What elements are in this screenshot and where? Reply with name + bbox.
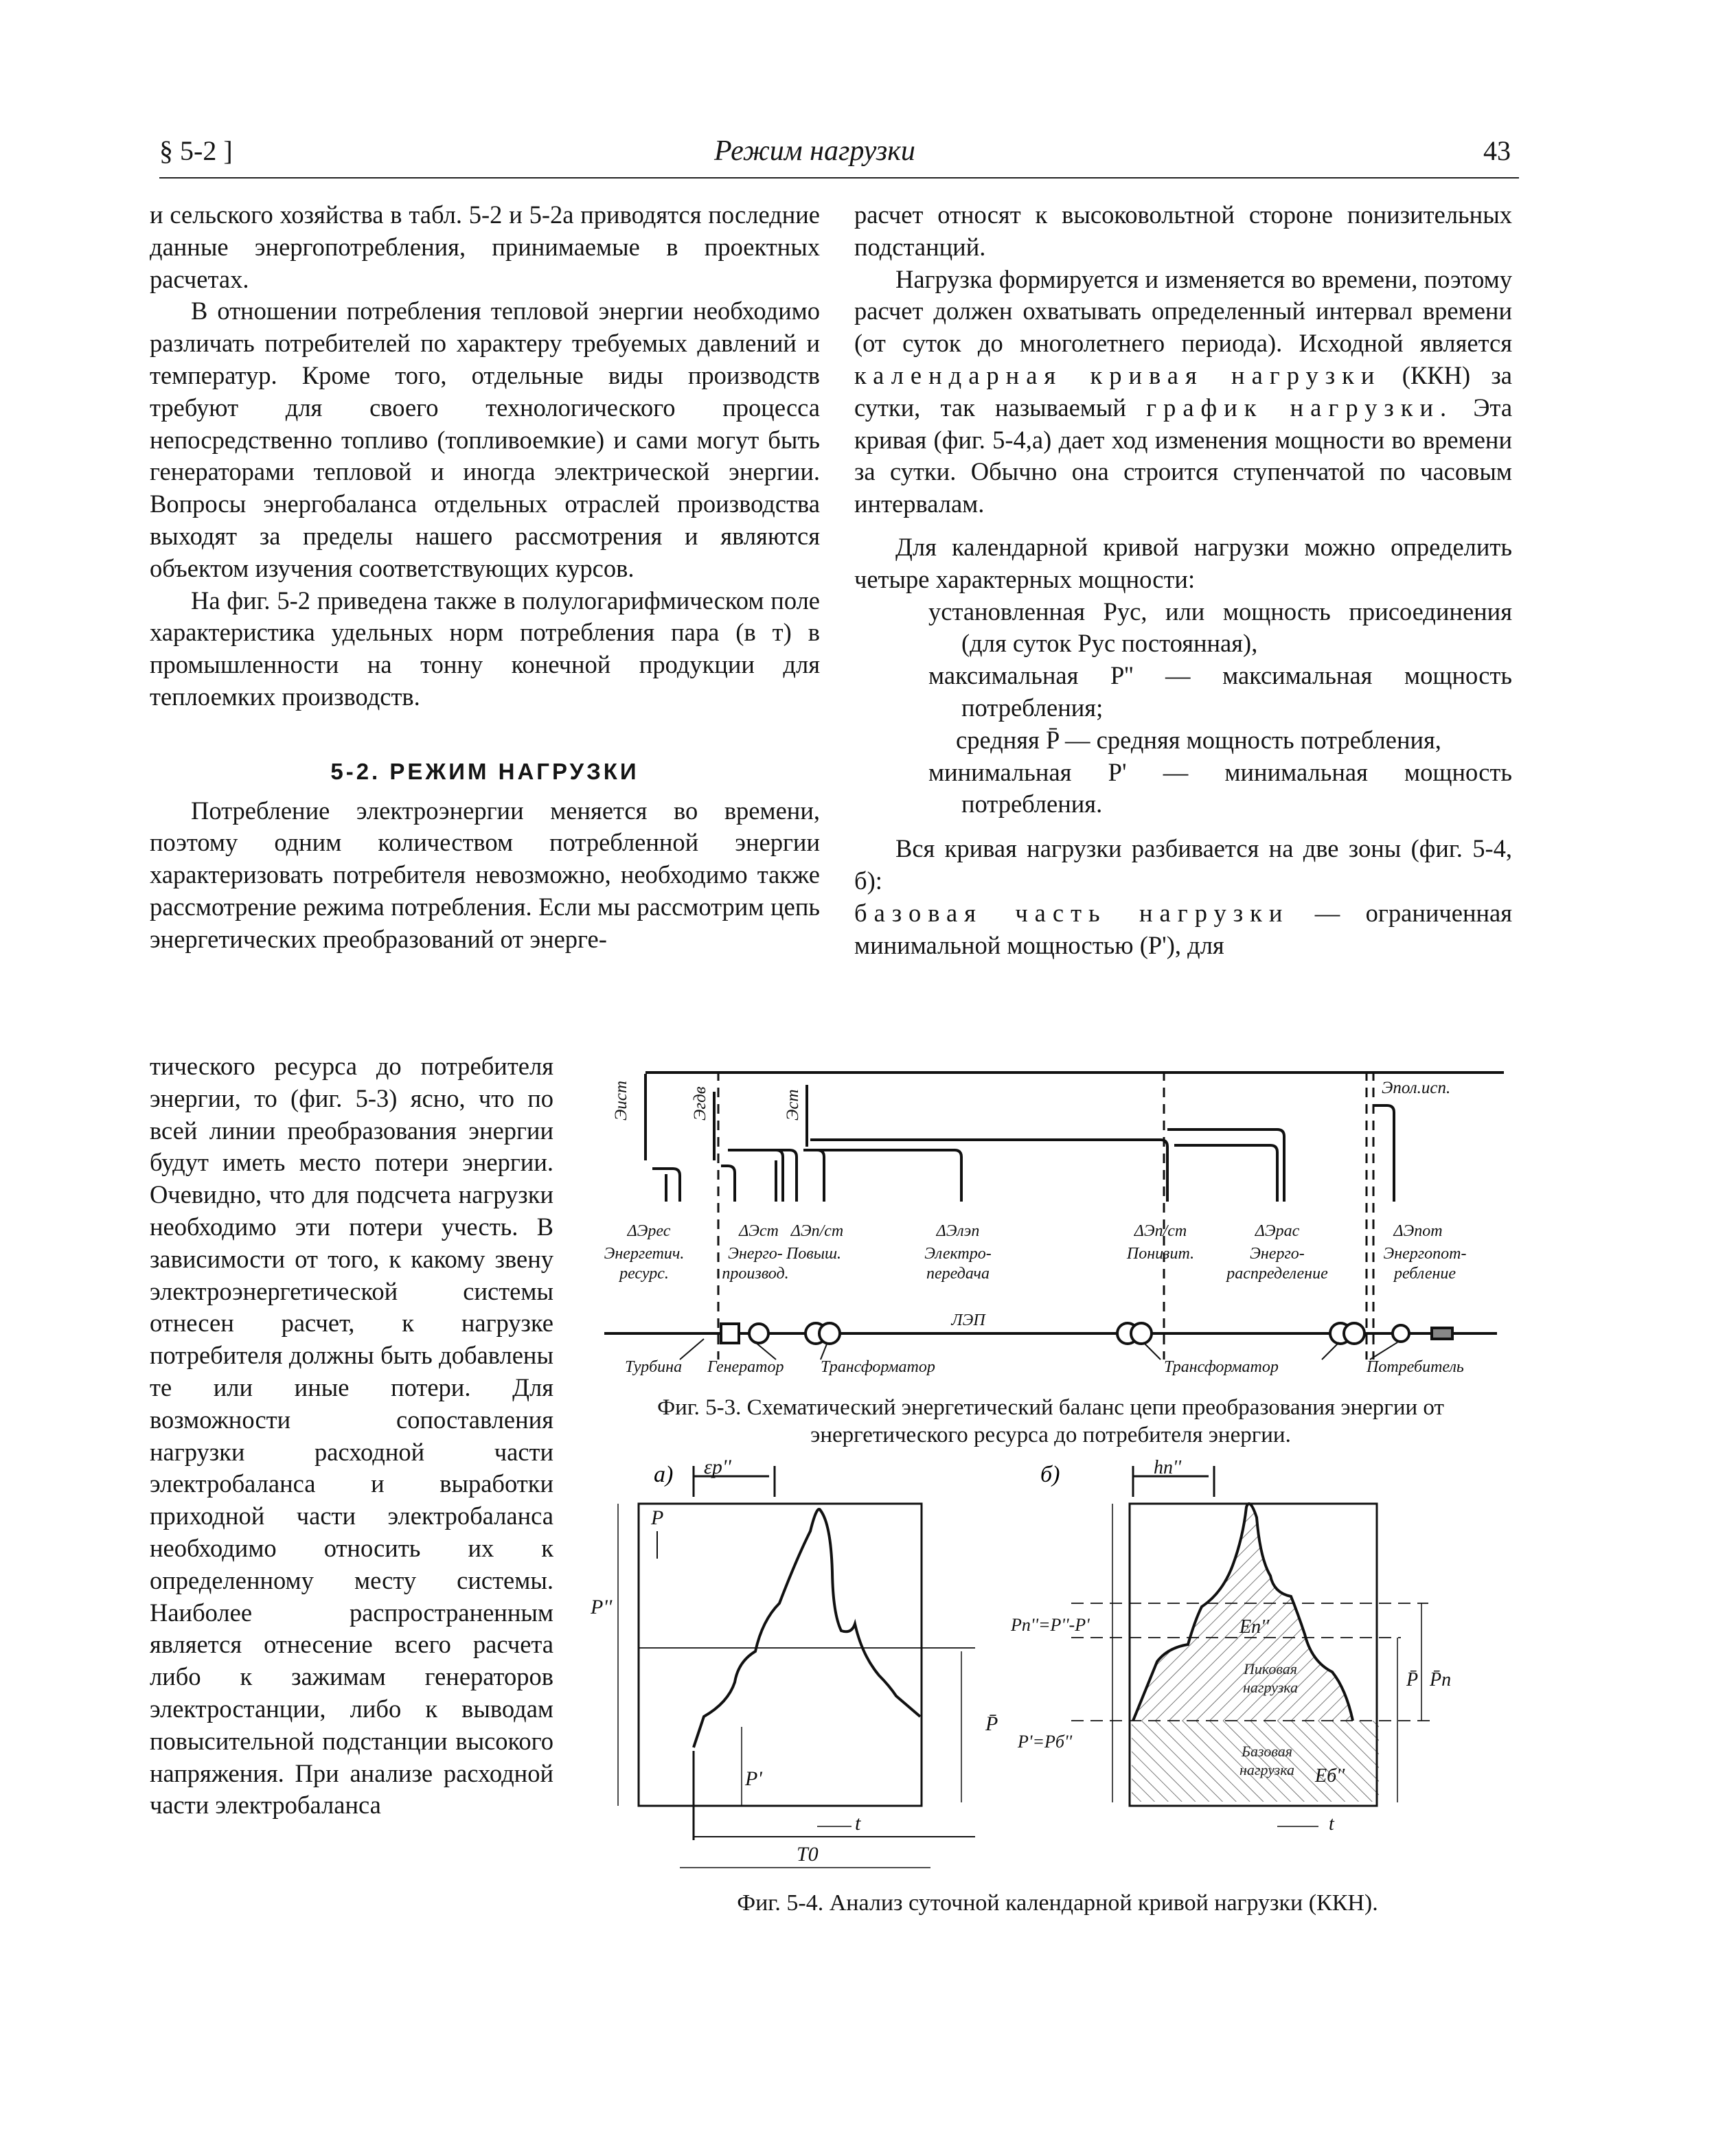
fig3-loss-symbol: ΔЭлэп <box>936 1222 980 1240</box>
fig3-loss-symbol: ΔЭрес <box>627 1222 671 1240</box>
fig4a-eps: εp'' <box>704 1456 731 1478</box>
fig3-top-label: Эпол.исп. <box>1382 1079 1451 1097</box>
fig4b-h: hп'' <box>1154 1457 1181 1478</box>
power-list <box>854 596 1512 821</box>
text: (ККН) за сутки, так называемый <box>854 360 1513 422</box>
paragraph: расчет относят к высоковольтной стороне понизительных подстанций. <box>854 200 1512 261</box>
fig3-bottom-label: Трансформатор <box>821 1358 935 1376</box>
left-narrow-column <box>150 1051 553 1822</box>
paragraph: Для календарной кривой нагрузки можно определить четыре характерных мощности: <box>854 532 1512 593</box>
emphasis: график нагрузки. <box>1146 393 1454 422</box>
fig4a-P: P <box>651 1506 664 1529</box>
fig4-panel-b <box>1010 1457 1451 1835</box>
running-title: Режим нагрузки <box>714 135 915 167</box>
fig4b-Pavg: P̄ <box>1406 1669 1419 1690</box>
paragraph <box>854 264 1512 520</box>
fig3-loss-label: передача <box>926 1265 990 1283</box>
fig4b-base-label: Базовая <box>1242 1743 1292 1760</box>
fig4b-peak-label: нагрузка <box>1242 1679 1299 1696</box>
fig4a-tag: а) <box>654 1462 674 1487</box>
text: — ограниченная минимальной мощностью (P'), для <box>854 898 1512 959</box>
fig3-top-label: Эгдв <box>691 1086 709 1121</box>
fig3-loss-label: Энерго- <box>728 1245 783 1263</box>
fig3-caption: Фиг. 5-3. Схематический энергетический баланс цепи преобразования энергии от энергетического ресурса до потребителя энергии. <box>657 1395 1444 1447</box>
paragraph: В отношении потребления тепловой энергии необходимо различать потребителей по характеру требуемых давлений и температур. Кроме того, отдельные виды производств требуют для своего технологического процесса непосредственно топливо (топливоемкие) и сами могут быть генераторами тепловой и иногда электрической энергии. Вопросы энергобаланса отдельных отраслей производства выходят за пределы нашего рассмотрения и являются объектом изучения соответствующих курсов. <box>150 297 820 582</box>
section-heading: 5-2. РЕЖИМ НАГРУЗКИ <box>330 758 639 784</box>
list-item: установленная Pус, или мощность присоединения (для суток Pус постоянная), <box>928 597 1512 658</box>
fig3-loss-label: Энергопот- <box>1383 1245 1467 1263</box>
fig4a-t: t <box>855 1812 861 1835</box>
fig3-loss-label: ребление <box>1393 1265 1456 1283</box>
fig3-loss-label: распределение <box>1226 1265 1328 1283</box>
paragraph <box>854 897 1512 962</box>
paragraph: Потребление электроэнергии меняется во времени, поэтому одним количеством потребленной энергии характеризовать потребителя невозможно, необходимо также рассмотрение режима потребления. Если мы рассмотрим цепь энергетических преобразований от энерге- <box>150 796 820 953</box>
fig3-top-label: Эст <box>784 1089 802 1121</box>
fig3-loss-label: Энергетич. <box>604 1245 685 1263</box>
fig3-loss-label: Электро- <box>924 1245 992 1263</box>
text: Эта кривая (фиг. 5-4,а) дает ход изменения мощности во времени за сутки. Обычно она строится ступенчатой по часовым интервалам. <box>854 393 1513 518</box>
left-column <box>150 199 820 956</box>
fig3-loss-label: ресурс. <box>619 1265 669 1283</box>
emphasis: базовая часть нагрузки <box>854 898 1290 927</box>
fig3-loss-label: Энерго- <box>1250 1245 1305 1263</box>
fig3-bottom-label: Генератор <box>707 1358 784 1376</box>
paragraph: и сельского хозяйства в табл. 5-2 и 5-2а приводятся последние данные энергопотребления, принимаемые в проектных расчетах. <box>150 200 820 293</box>
fig3-top-label: Эист <box>612 1080 630 1121</box>
list-item: средняя P̄ — средняя мощность потребления, <box>956 725 1441 754</box>
fig3-loss-symbol: ΔЭп/ст <box>1134 1222 1187 1240</box>
fig4b-Pp: Pп''=P''-P' <box>1011 1615 1090 1635</box>
fig4-panel-a <box>591 1456 998 1868</box>
fig3-line-label: ЛЭП <box>951 1311 985 1329</box>
fig3-bottom-label: Потребитель <box>1367 1358 1464 1376</box>
fig4b-t: t <box>1329 1813 1334 1835</box>
fig4a-T0: T0 <box>797 1843 819 1866</box>
fig4b-Ppavg: P̄п <box>1430 1669 1452 1690</box>
fig4a-Pmax: P'' <box>591 1596 613 1618</box>
fig4b-Pb: P'=Pб'' <box>1018 1732 1073 1752</box>
fig4b-Ep: Eп'' <box>1239 1616 1270 1638</box>
fig3-loss-symbol: ΔЭп/ст <box>790 1222 844 1240</box>
paragraph: тического ресурса до потребителя энергии, то (фиг. 5-3) ясно, что по всей линии преобразования энергии будут иметь место потери энергии. Очевидно, что для подсчета нагрузки необходимо эти потери учесть. В зависимости от того, к какому звену электроэнергетической системы отнесен расчет, к нагрузке потребителя должны быть добавлены те или иные потери. Для возможности сопоставления нагрузки расходной части электробаланса и выработки приходной части электробаланса необходимо относить их к определенному месту системы. Наиболее распространенным является отнесение всего расчета либо к зажимам генераторов электростанции, либо к выводам повысительной подстанции высокого напряжения. При анализе расходной части электробаланса <box>150 1052 553 1820</box>
figure-5-4 <box>591 1456 1524 1881</box>
fig3-bottom-label: Трансформатор <box>1164 1358 1279 1376</box>
fig4b-tag: б) <box>1040 1462 1060 1487</box>
fig4-caption: Фиг. 5-4. Анализ суточной календарной кривой нагрузки (ККН). <box>737 1890 1378 1916</box>
list-item: минимальная P' — минимальная мощность потребления. <box>928 757 1512 818</box>
fig4a-Pavg: P̄ <box>985 1712 998 1735</box>
figure-5-3 <box>584 1064 1518 1387</box>
emphasis: календарная кривая нагрузки <box>854 360 1382 389</box>
fig3-bottom-label: Турбина <box>625 1358 683 1376</box>
list-item: максимальная P'' — максимальная мощность потребления; <box>928 661 1512 722</box>
text: Нагрузка формируется и изменяется во времени, поэтому расчет должен охватывать определенный интервал времени (от суток до многолетнего периода). Исходной является <box>854 264 1512 358</box>
fig3-loss-symbol: ΔЭпот <box>1393 1222 1443 1240</box>
right-column <box>854 199 1512 961</box>
fig3-loss-symbol: ΔЭрас <box>1255 1222 1300 1240</box>
fig4b-peak-label: Пиковая <box>1244 1660 1297 1677</box>
fig3-loss-label: Понизит. <box>1126 1245 1195 1263</box>
header-rule <box>159 177 1519 179</box>
fig4b-Eb: Eб'' <box>1315 1765 1345 1787</box>
page-number: 43 <box>1483 135 1511 166</box>
fig4a-Pmin: P' <box>745 1767 762 1790</box>
paragraph: Вся кривая нагрузки разбивается на две зоны (фиг. 5-4, б): <box>854 834 1512 895</box>
fig3-loss-label: производ. <box>722 1265 789 1283</box>
fig3-loss-label: Повыш. <box>786 1245 842 1263</box>
fig3-loss-symbol: ΔЭст <box>739 1222 779 1240</box>
fig4b-base-label: нагрузка <box>1239 1761 1295 1778</box>
paragraph: На фиг. 5-2 приведена также в полулогарифмическом поле характеристика удельных норм потребления пара (в т) в промышленности на тонну конечной продукции для теплоемких производств. <box>150 586 820 711</box>
section-ref: § 5-2 ] <box>159 135 233 166</box>
